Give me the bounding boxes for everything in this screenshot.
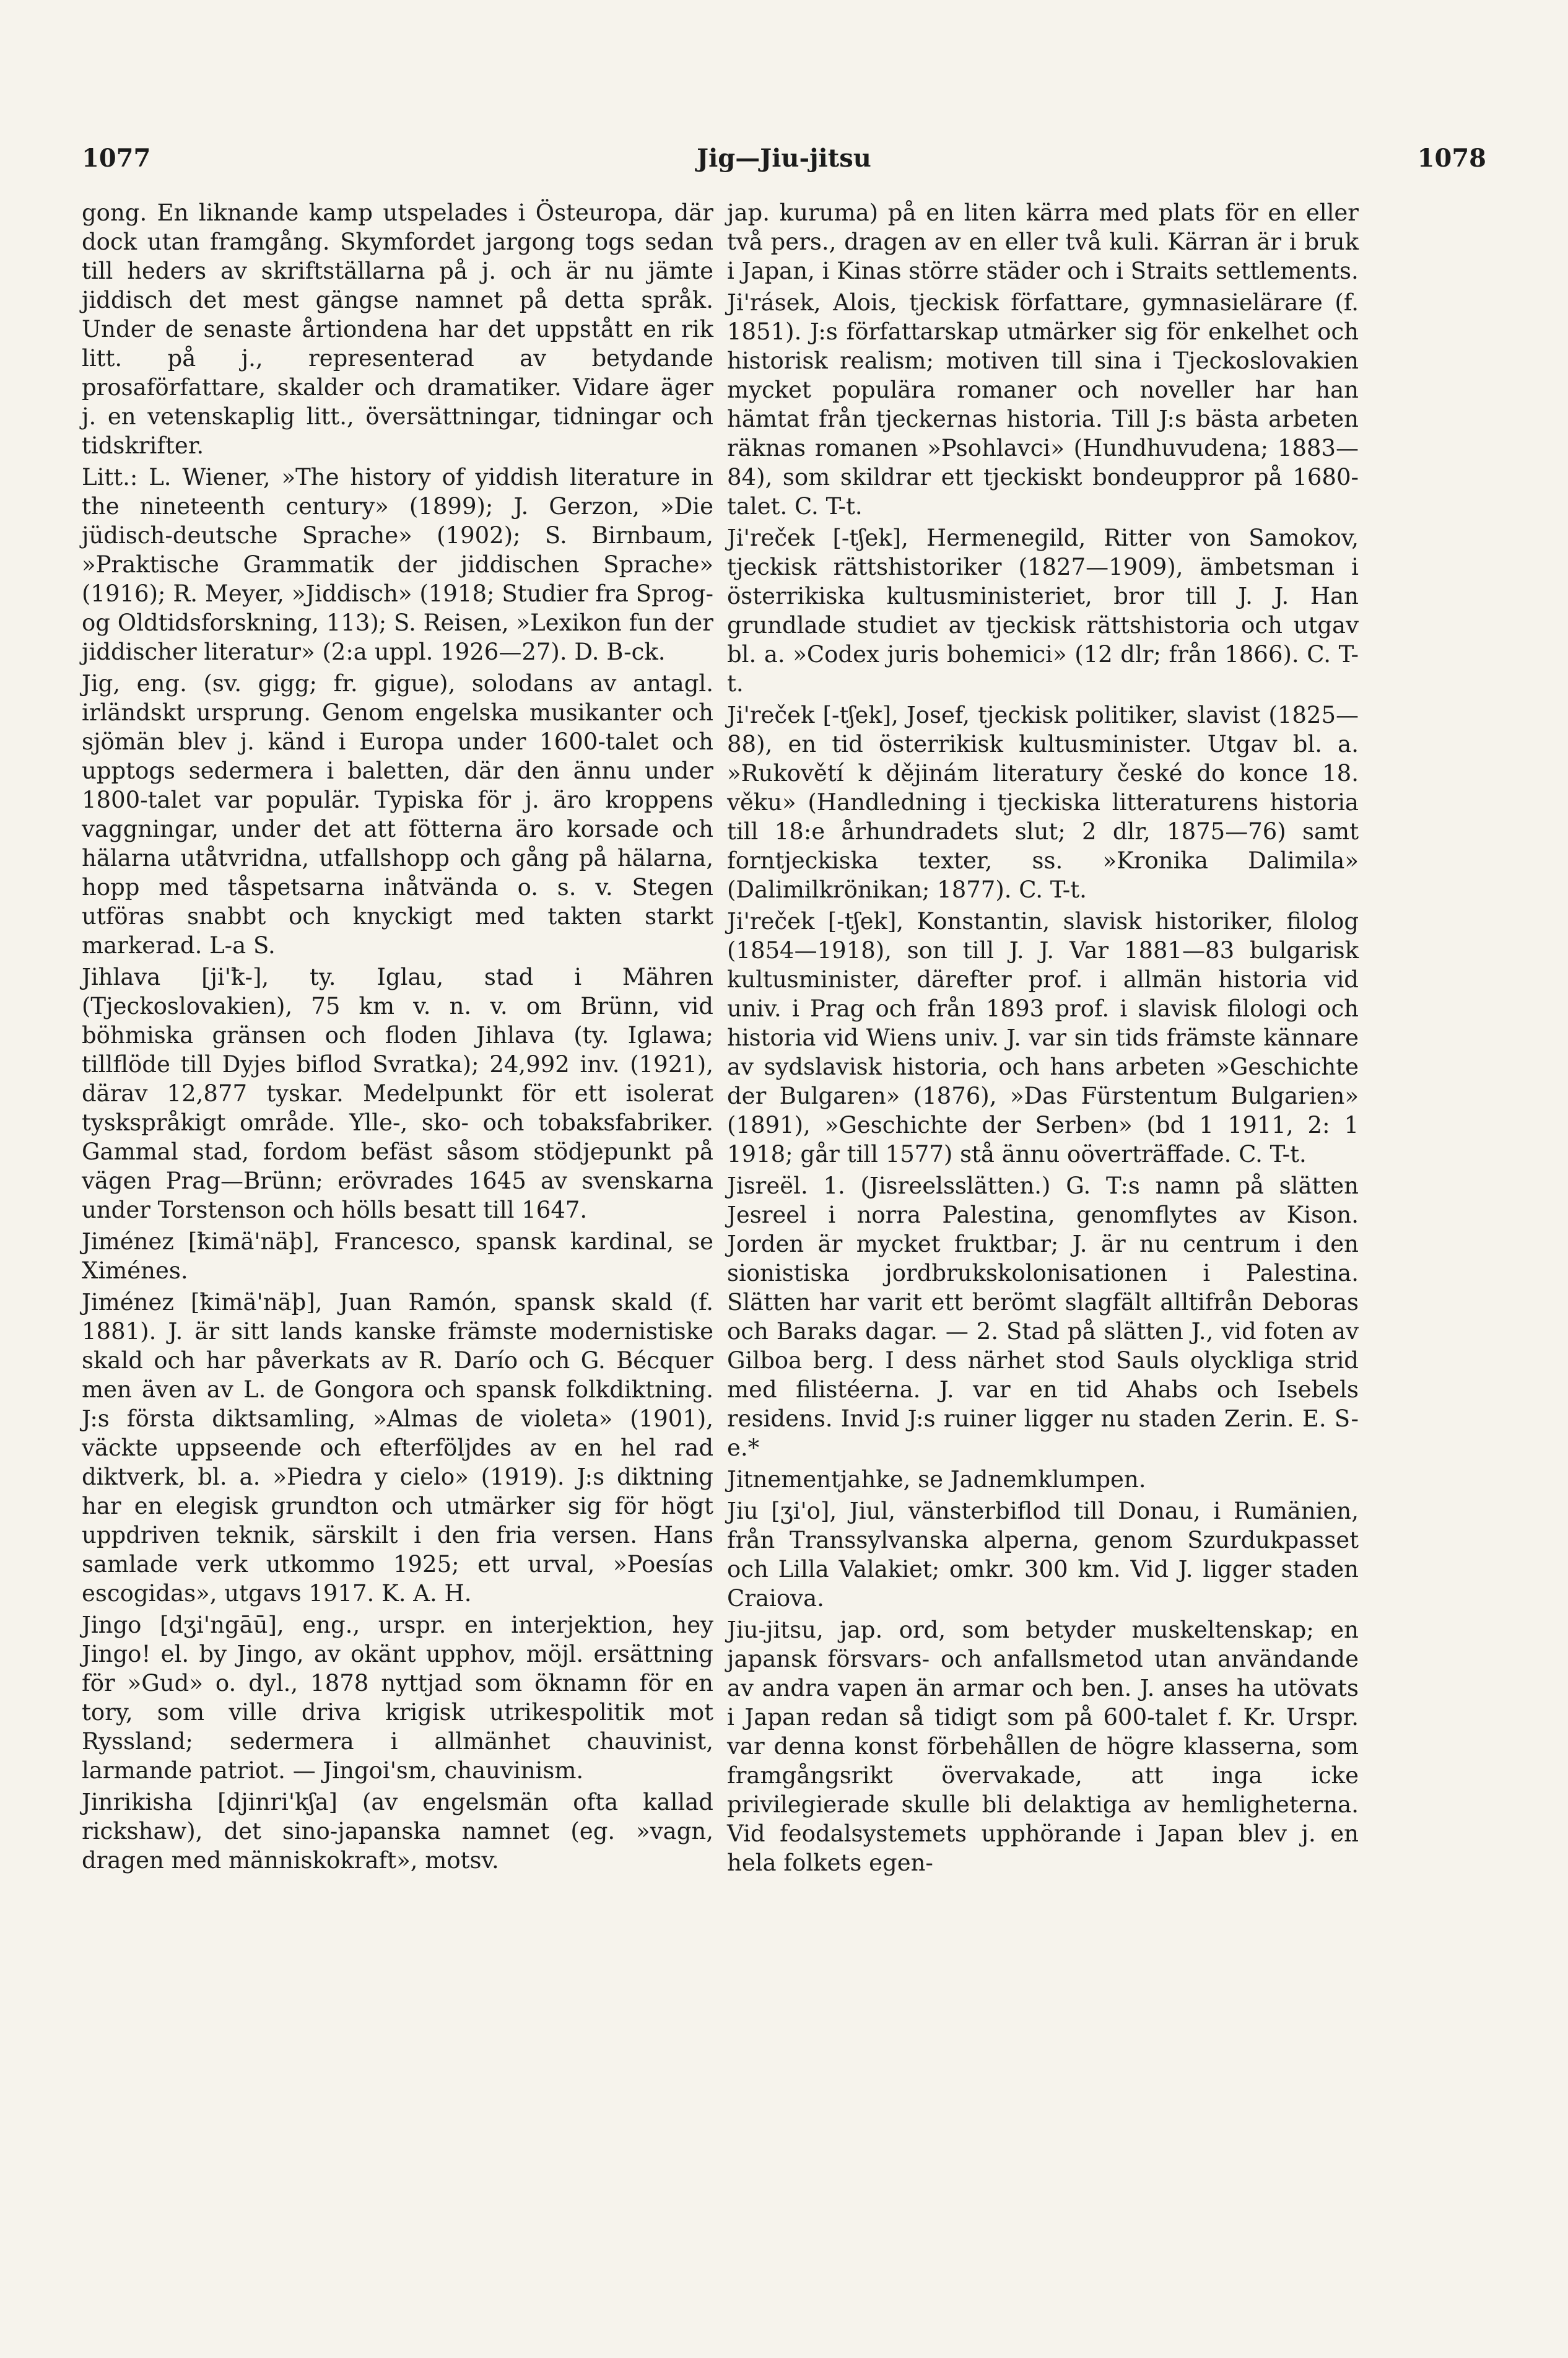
running-title: Jig—Jiu-jitsu (697, 144, 871, 173)
left-column (82, 198, 713, 1877)
entry-text: Jiménez [ꝁimä'näþ], Juan Ramón, spansk skald (f. 1881). J. är sitt lands kanske främste modernistiske skald och har påverkats av R. Darío och G. Bécquer men även av L. de Gongora och spansk folkdiktning. J:s första diktsamling, »Almas de violeta» (1901), väckte uppseende och efterföljdes av en hel rad diktverk, bl. a. »Piedra y cielo» (1919). J:s diktning har en elegisk grundton och utmärker sig för högt uppdriven teknik, särskilt i den fria versen. Hans samlade verk utkommo 1925; ett urval, »Poesías escogidas», utgavs 1917. K. A. H. (82, 1289, 713, 1607)
entry-text: Jig, eng. (sv. gigg; fr. gigue), solodans av antagl. irländskt ursprung. Genom engelska musikanter och sjömän blev j. känd i Europa under 1600-talet och upptogs sedermera i baletten, där den ännu under 1800-talet var populär. Typiska för j. äro kroppens vaggningar, under det att fötterna äro korsade och hälarna utåtvridna, utfallshopp och gång på hälarna, hopp med tåspetsarna inåtvända o. s. v. Stegen utföras snabbt och knyckigt med takten starkt markerad. L-a S. (82, 670, 713, 959)
entry-text: Jiménez [ꝁimä'näþ], Francesco, spansk kardinal, se Ximénes. (82, 1228, 713, 1284)
entry-text: Jiu-jitsu, jap. ord, som betyder muskeltenskap; en japansk försvars- och anfallsmetod utan användande av andra vapen än armar och ben. J. anses ha utövats i Japan redan så tidigt som på 600-talet f. Kr. Urspr. var denna konst förbehållen de högre klasserna, som framgångsrikt övervakade, att inga icke privilegierade skulle bli delaktiga av hemligheterna. Vid feodalsystemets upphörande i Japan blev j. en hela folkets egen- (727, 1617, 1359, 1876)
right-column (727, 198, 1359, 1880)
entry-text: Ji'rásek, Alois, tjeckisk författare, gymnasielärare (f. 1851). J:s författarskap utmärker sig för enkelhet och historisk realism; motiven till sina i Tjeckoslovakien mycket populära romaner och noveller har han hämtat från tjeckernas historia. Till J:s bästa arbeten räknas romanen »Psohlavci» (Hundhuvudena; 1883—84), som skildrar ett tjeckiskt bondeuppror på 1680-talet. C. T-t. (727, 289, 1359, 520)
entry-text: jap. kuruma) på en liten kärra med plats för en eller två pers., dragen av en eller två kuli. Kärran är i bruk i Japan, i Kinas större städer och i Straits settlements. (727, 199, 1359, 284)
entry-text: Litt.: L. Wiener, »The history of yiddish literature in the nineteenth century» (1899); J. Gerzon, »Die jüdisch-deutsche Sprache» (1902); S. Birnbaum, »Praktische Grammatik der jiddischen Sprache» (1916); R. Meyer, »Jiddisch» (1918; Studier fra Sprog- og Oldtidsforskning, 113); S. Reisen, »Lexikon fun der jiddischer literatur» (2:a uppl. 1926—27). D. B-ck. (82, 464, 713, 665)
entry-text: Jisreël. 1. (Jisreelsslätten.) G. T:s namn på slätten Jesreel i norra Palestina, genomflytes av Kison. Jorden är mycket fruktbar; J. är nu centrum i den sionistiska jordbrukskolonisationen i Palestina. Slätten har varit ett berömt slagfält alltifrån Deboras och Baraks dagar. — 2. Stad på slätten J., vid foten av Gilboa berg. I dess närhet stod Sauls olyckliga strid med filistéerna. J. var en tid Ahabs och Isebels residens. Invid J:s ruiner ligger nu staden Zerin. E. S-e.* (727, 1172, 1359, 1461)
entry-text: Ji'reček [-tʃek], Konstantin, slavisk historiker, filolog (1854—1918), son till J. J. Var 1881—83 bulgarisk kultusminister, därefter prof. i allmän historia vid univ. i Prag och från 1893 prof. i slavisk filologi och historia vid Wiens univ. J. var sin tids främste kännare av sydslavisk historia, och hans arbeten »Geschichte der Bulgaren» (1876), »Das Fürstentum Bulgarien» (1891), »Geschichte der Serben» (bd 1 1911, 2: 1 1918; går till 1577) stå ännu oöverträffade. C. T-t. (727, 908, 1359, 1168)
page-number-right: 1078 (1417, 144, 1486, 173)
page-number-left: 1077 (82, 144, 151, 173)
entry-text: Ji'reček [-tʃek], Josef, tjeckisk politiker, slavist (1825—88), en tid österrikisk kultusminister. Utgav bl. a. »Rukovětí k dějinám literatury české do konce 18. věku» (Handledning i tjeckiska litteraturens historia till 18:e århundradets slut; 2 dlr, 1875—76) samt forntjeckiska texter, ss. »Kronika Dalimila» (Dalimilkrönikan; 1877). C. T-t. (727, 702, 1359, 903)
page-header (82, 144, 1486, 181)
entry-text: Jihlava [ji'ꝁ-], ty. Iglau, stad i Mähren (Tjeckoslovakien), 75 km v. n. v. om Brünn, vid böhmiska gränsen och floden Jihlava (ty. Iglawa; tillflöde till Dyjes biflod Svratka); 24,992 inv. (1921), därav 12,877 tyskar. Medelpunkt för ett isolerat tyskspråkigt område. Ylle-, sko- och tobaksfabriker. Gammal stad, fordom befäst såsom stödjepunkt på vägen Prag—Brünn; erövrades 1645 av svenskarna under Torstenson och hölls besatt till 1647. (82, 964, 713, 1223)
entry-text: Jinrikisha [djinri'kʃa] (av engelsmän ofta kallad rickshaw), det sino-japanska namnet (eg. »vagn, dragen med människokraft», motsv. (82, 1789, 713, 1874)
entry-text: gong. En liknande kamp utspelades i Östeuropa, där dock utan framgång. Skymfordet jargong togs sedan till heders av skriftställarna på j. och är nu jämte jiddisch det mest gängse namnet på detta språk. Under de senaste årtiondena har det uppstått en rik litt. på j., representerad av betydande prosaförfattare, skalder och dramatiker. Vidare äger j. en vetenskaplig litt., översättningar, tidningar och tidskrifter. (82, 199, 713, 459)
entry-text: Ji'reček [-tʃek], Hermenegild, Ritter von Samokov, tjeckisk rättshistoriker (1827—1909), ämbetsman i österrikiska kultusministeriet, bror till J. J. Han grundlade studiet av tjeckisk rättshistoria och utgav bl. a. »Codex juris bohemici» (12 dlr; från 1866). C. T-t. (727, 525, 1359, 697)
entry-text: Jingo [dʒi'ngāū], eng., urspr. en interjektion, hey Jingo! el. by Jingo, av okänt upphov, möjl. ersättning för »Gud» o. dyl., 1878 nyttjad som öknamn för en tory, som ville driva krigisk utrikespolitik mot Ryssland; sedermera i allmänhet chauvinist, larmande patriot. — Jingoi'sm, chauvinism. (82, 1612, 713, 1784)
entry-text: Jiu [ʒi'o], Jiul, vänsterbiflod till Donau, i Rumänien, från Transsylvanska alperna, genom Szurdukpasset och Lilla Valakiet; omkr. 300 km. Vid J. ligger staden Craiova. (727, 1498, 1359, 1612)
entry-text: Jitnementjahke, se Jadnemklumpen. (727, 1466, 1146, 1493)
